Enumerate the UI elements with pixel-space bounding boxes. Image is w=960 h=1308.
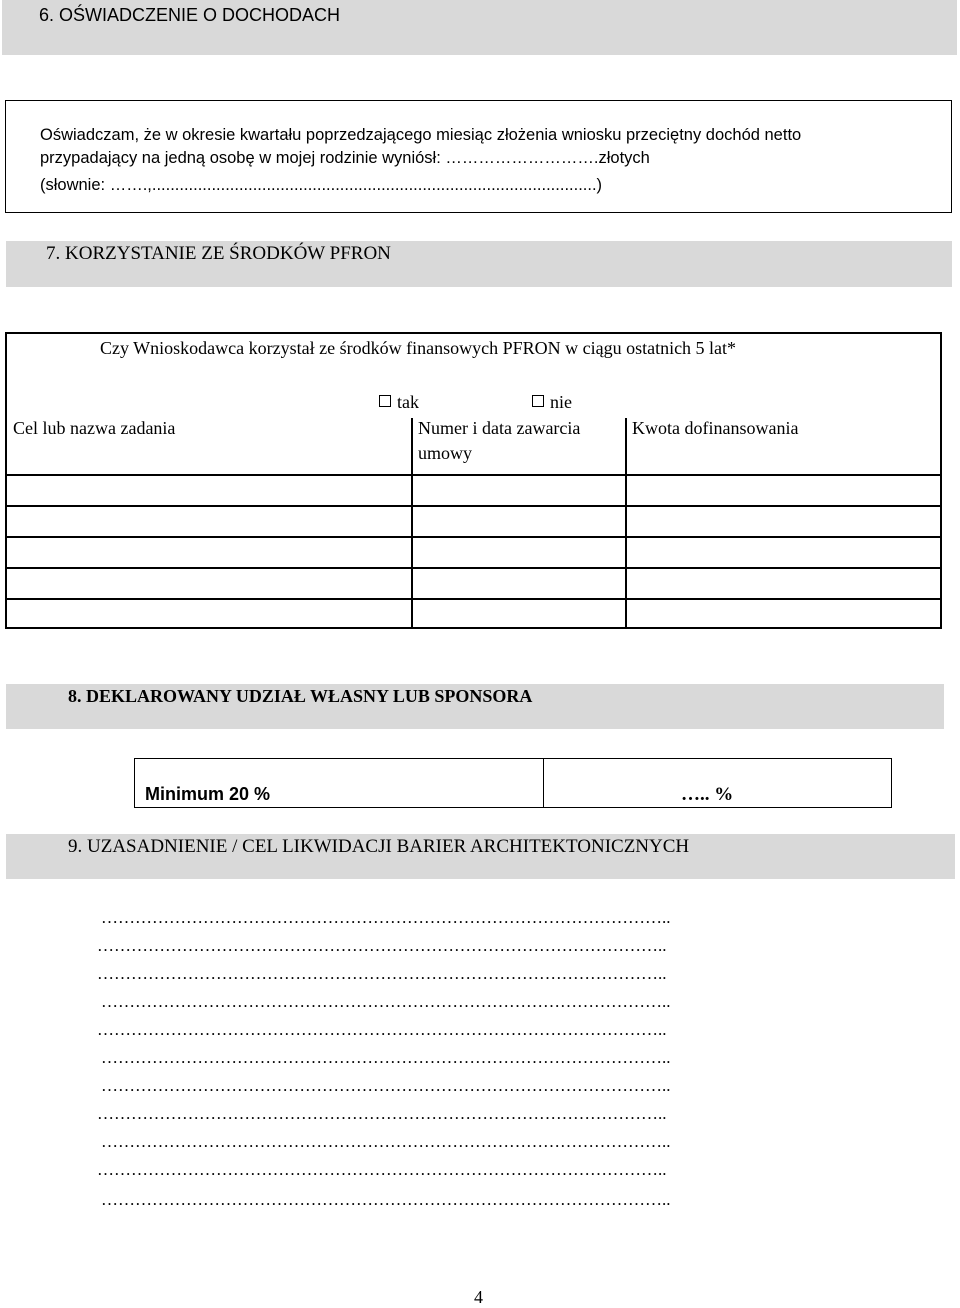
column-header-contract-cont: umowy bbox=[418, 443, 472, 463]
section6-heading: 6. OŚWIADCZENIE O DOCHODACH bbox=[39, 5, 341, 25]
column-header-amount: Kwota dofinansowania bbox=[632, 418, 799, 438]
dotted-line[interactable]: ……………………………………………………………………………………….. bbox=[97, 1104, 667, 1123]
section6-header-band bbox=[2, 0, 957, 55]
section7-header-band bbox=[6, 241, 952, 287]
dotted-line[interactable]: ……………………………………………………………………………………….. bbox=[101, 908, 671, 927]
column-header-task: Cel lub nazwa zadania bbox=[13, 418, 176, 438]
declaration-line-1: Oświadczam, że w okresie kwartału poprzedzającego miesiąc złożenia wniosku przeciętny dochód netto bbox=[40, 126, 802, 144]
minimum-label: Minimum 20 % bbox=[145, 784, 271, 804]
table-row[interactable] bbox=[7, 600, 940, 627]
section8-heading: 8. DEKLAROWANY UDZIAŁ WŁASNY LUB SPONSORA bbox=[68, 686, 533, 706]
dotted-line[interactable]: ……………………………………………………………………………………….. bbox=[101, 992, 671, 1011]
section8-header-band bbox=[6, 684, 944, 729]
dotted-line[interactable]: ……………………………………………………………………………………….. bbox=[101, 1132, 671, 1151]
declaration-line-2: przypadający na jedną osobę w mojej rodzinie wyniósł: ……………………….złotych bbox=[40, 149, 650, 167]
option-yes[interactable] bbox=[379, 392, 419, 413]
dotted-line[interactable]: ……………………………………………………………………………………….. bbox=[97, 936, 667, 955]
dotted-line[interactable]: ……………………………………………………………………………………….. bbox=[97, 1160, 667, 1179]
dotted-line[interactable]: ……………………………………………………………………………………….. bbox=[97, 964, 667, 983]
table-row[interactable] bbox=[7, 507, 940, 536]
page-number: 4 bbox=[474, 1287, 483, 1307]
dotted-line[interactable]: ……………………………………………………………………………………….. bbox=[101, 1190, 671, 1209]
section9-header-band bbox=[6, 834, 955, 879]
dotted-line[interactable]: ……………………………………………………………………………………….. bbox=[101, 1076, 671, 1095]
contribution-value[interactable]: ….. % bbox=[681, 784, 734, 805]
section9-heading: 9. UZASADNIENIE / CEL LIKWIDACJI BARIER ARCHITEKTONICZNYCH bbox=[68, 836, 690, 857]
checkbox-no[interactable] bbox=[532, 395, 544, 407]
pfron-question: Czy Wnioskodawca korzystał ze środków finansowych PFRON w ciągu ostatnich 5 lat* bbox=[100, 338, 737, 358]
dotted-line[interactable]: ……………………………………………………………………………………….. bbox=[97, 1020, 667, 1039]
option-yes-label: tak bbox=[397, 392, 419, 412]
table-row[interactable] bbox=[7, 538, 940, 567]
pfron-funds-table bbox=[5, 332, 942, 629]
checkbox-yes[interactable] bbox=[379, 395, 391, 407]
dotted-line[interactable]: ……………………………………………………………………………………….. bbox=[101, 1048, 671, 1067]
declaration-line-3: (słownie: …….,.................................................................................................) bbox=[40, 176, 603, 194]
section7-heading: 7. KORZYSTANIE ZE ŚRODKÓW PFRON bbox=[46, 243, 391, 264]
income-declaration-box bbox=[5, 100, 952, 213]
own-contribution-box bbox=[134, 758, 892, 808]
column-header-contract: Numer i data zawarcia bbox=[418, 418, 581, 438]
option-no[interactable] bbox=[532, 392, 572, 413]
table-row[interactable] bbox=[7, 569, 940, 598]
table-row[interactable] bbox=[7, 476, 940, 505]
box-divider bbox=[543, 759, 544, 807]
option-no-label: nie bbox=[550, 392, 572, 412]
